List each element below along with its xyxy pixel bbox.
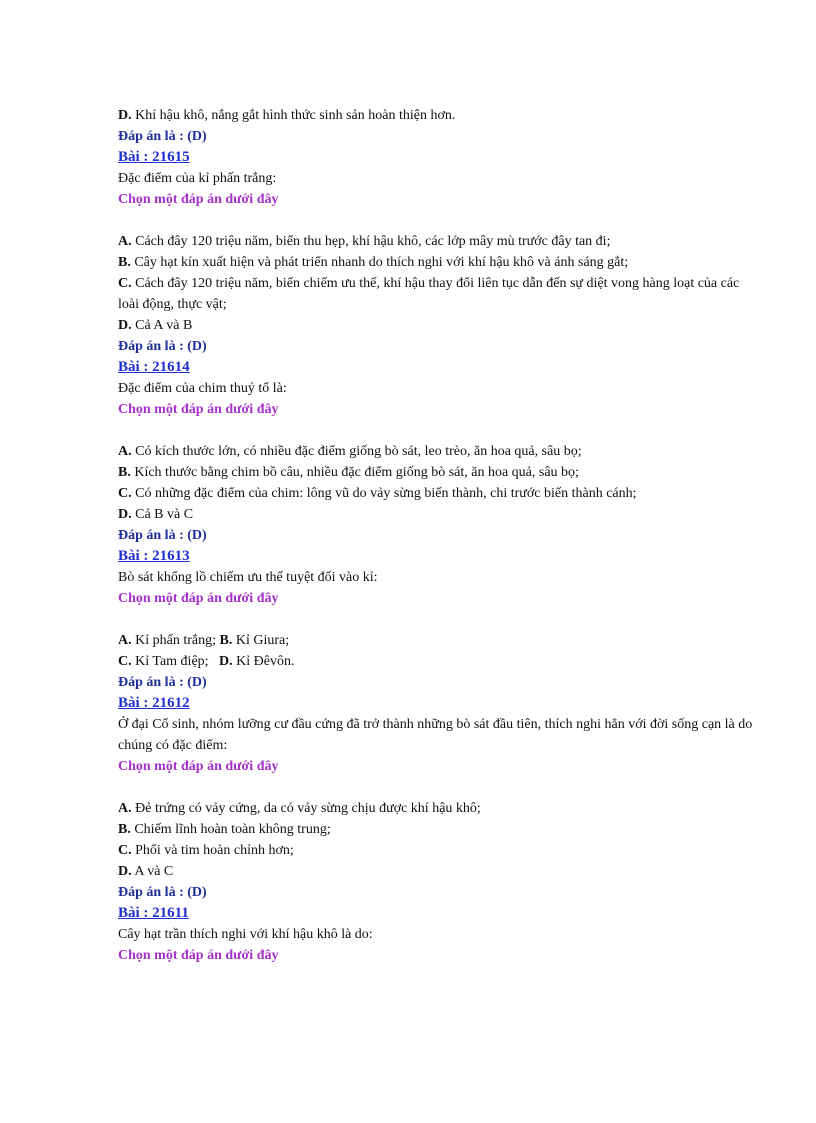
option-c [118, 483, 758, 504]
question-stem: Ở đại Cổ sinh, nhóm lưỡng cư đầu cứng đã trở thành những bò sát đầu tiên, thích nghi hẳn với đời sống cạn là do chúng có đặc điểm: [118, 717, 753, 753]
choose-answer-prompt: Chọn một đáp án dưới đây [118, 192, 279, 207]
option-letter: D. [118, 108, 132, 123]
choose-answer-prompt: Chọn một đáp án dưới đây [118, 402, 279, 417]
question-link-21615[interactable]: Bài : 21615 [118, 149, 190, 165]
option-d [118, 861, 758, 882]
question-21614 [118, 357, 758, 546]
option-letter: B. [118, 255, 131, 270]
question-link-21614[interactable]: Bài : 21614 [118, 359, 190, 375]
option-text: Có kích thước lớn, có nhiều đặc điểm giống bò sát, leo trèo, ăn hoa quả, sâu bọ; [131, 444, 582, 459]
option-letter: B. [219, 633, 233, 648]
option-letter: B. [118, 822, 131, 837]
option-b [118, 819, 758, 840]
option-letter: B. [118, 465, 131, 480]
option-letter: D. [118, 507, 132, 522]
choose-answer-prompt: Chọn một đáp án dưới đây [118, 948, 279, 963]
choose-answer-prompt: Chọn một đáp án dưới đây [118, 591, 279, 606]
option-d [118, 105, 758, 126]
option-text: Cả A và B [131, 318, 193, 333]
question-21612 [118, 693, 758, 903]
question-link-21613[interactable]: Bài : 21613 [118, 548, 190, 564]
answer-line: Đáp án là : (D) [118, 885, 207, 900]
option-text: Có những đặc điểm của chim: lông vũ do vảy sừng biến thành, chi trước biến thành cánh; [131, 486, 637, 501]
choose-answer-prompt: Chọn một đáp án dưới đây [118, 759, 279, 774]
option-text: Kích thước bằng chim bồ câu, nhiều đặc điểm giống bò sát, ăn hoa quả, sâu bọ; [130, 465, 579, 480]
option-d [118, 504, 758, 525]
question-stem: Đặc điểm của chim thuỷ tổ là: [118, 381, 287, 396]
question-link-21611[interactable]: Bài : 21611 [118, 905, 189, 921]
option-text: Cây hạt kín xuất hiện và phát triển nhanh do thích nghi với khí hậu khô và ánh sáng gắt; [130, 255, 629, 270]
option-text: Kỉ Đêvôn. [232, 654, 295, 669]
option-letter: D. [219, 654, 233, 669]
option-text: Kỉ phấn trắng; [131, 633, 220, 648]
option-b [118, 462, 758, 483]
option-letter: D. [118, 864, 132, 879]
option-letter: A. [118, 801, 132, 816]
option-a [118, 798, 758, 819]
option-text: Kỉ Tam điệp; [131, 654, 213, 669]
option-letter: A. [118, 234, 132, 249]
question-link-21612[interactable]: Bài : 21612 [118, 695, 190, 711]
answer-line: Đáp án là : (D) [118, 675, 207, 690]
option-a [118, 231, 758, 252]
option-text: Khí hậu khô, nắng gắt hình thức sinh sản hoàn thiện hơn. [131, 108, 456, 123]
option-a [118, 441, 758, 462]
option-text: Chiếm lĩnh hoàn toàn không trung; [130, 822, 331, 837]
document-content [118, 105, 758, 966]
option-text: Cách đây 120 triệu năm, biển thu hẹp, khí hậu khô, các lớp mây mù trước đây tan đi; [131, 234, 611, 249]
answer-line: Đáp án là : (D) [118, 129, 207, 144]
option-text: Đẻ trứng có vảy cứng, da có vảy sừng chịu được khí hậu khô; [131, 801, 481, 816]
question-stem: Cây hạt trần thích nghi với khí hậu khô là do: [118, 927, 373, 942]
option-row-ab [118, 630, 758, 651]
option-c [118, 273, 758, 315]
option-text: Cả B và C [131, 507, 194, 522]
option-letter: C. [118, 843, 132, 858]
answer-line: Đáp án là : (D) [118, 528, 207, 543]
option-text: A và C [131, 864, 174, 879]
option-text: Kỉ Giura; [232, 633, 290, 648]
option-text: Phổi và tim hoàn chỉnh hơn; [131, 843, 294, 858]
question-stem: Bò sát khổng lồ chiếm ưu thế tuyệt đối vào kỉ: [118, 570, 378, 585]
option-letter: C. [118, 276, 132, 291]
option-text: Cách đây 120 triệu năm, biển chiếm ưu thế, khí hậu thay đổi liên tục dẫn đến sự diệt vong hàng loạt của các loài động, thực vật; [118, 276, 740, 312]
option-letter: A. [118, 633, 132, 648]
option-d [118, 315, 758, 336]
question-21611 [118, 903, 758, 966]
option-letter: C. [118, 486, 132, 501]
option-row-cd [118, 651, 758, 672]
option-letter: D. [118, 318, 132, 333]
question-21613 [118, 546, 758, 693]
option-c [118, 840, 758, 861]
option-letter: A. [118, 444, 132, 459]
answer-line: Đáp án là : (D) [118, 339, 207, 354]
question-stem: Đặc điểm của kỉ phấn trắng: [118, 171, 277, 186]
question-21615 [118, 147, 758, 357]
option-letter: C. [118, 654, 132, 669]
option-b [118, 252, 758, 273]
